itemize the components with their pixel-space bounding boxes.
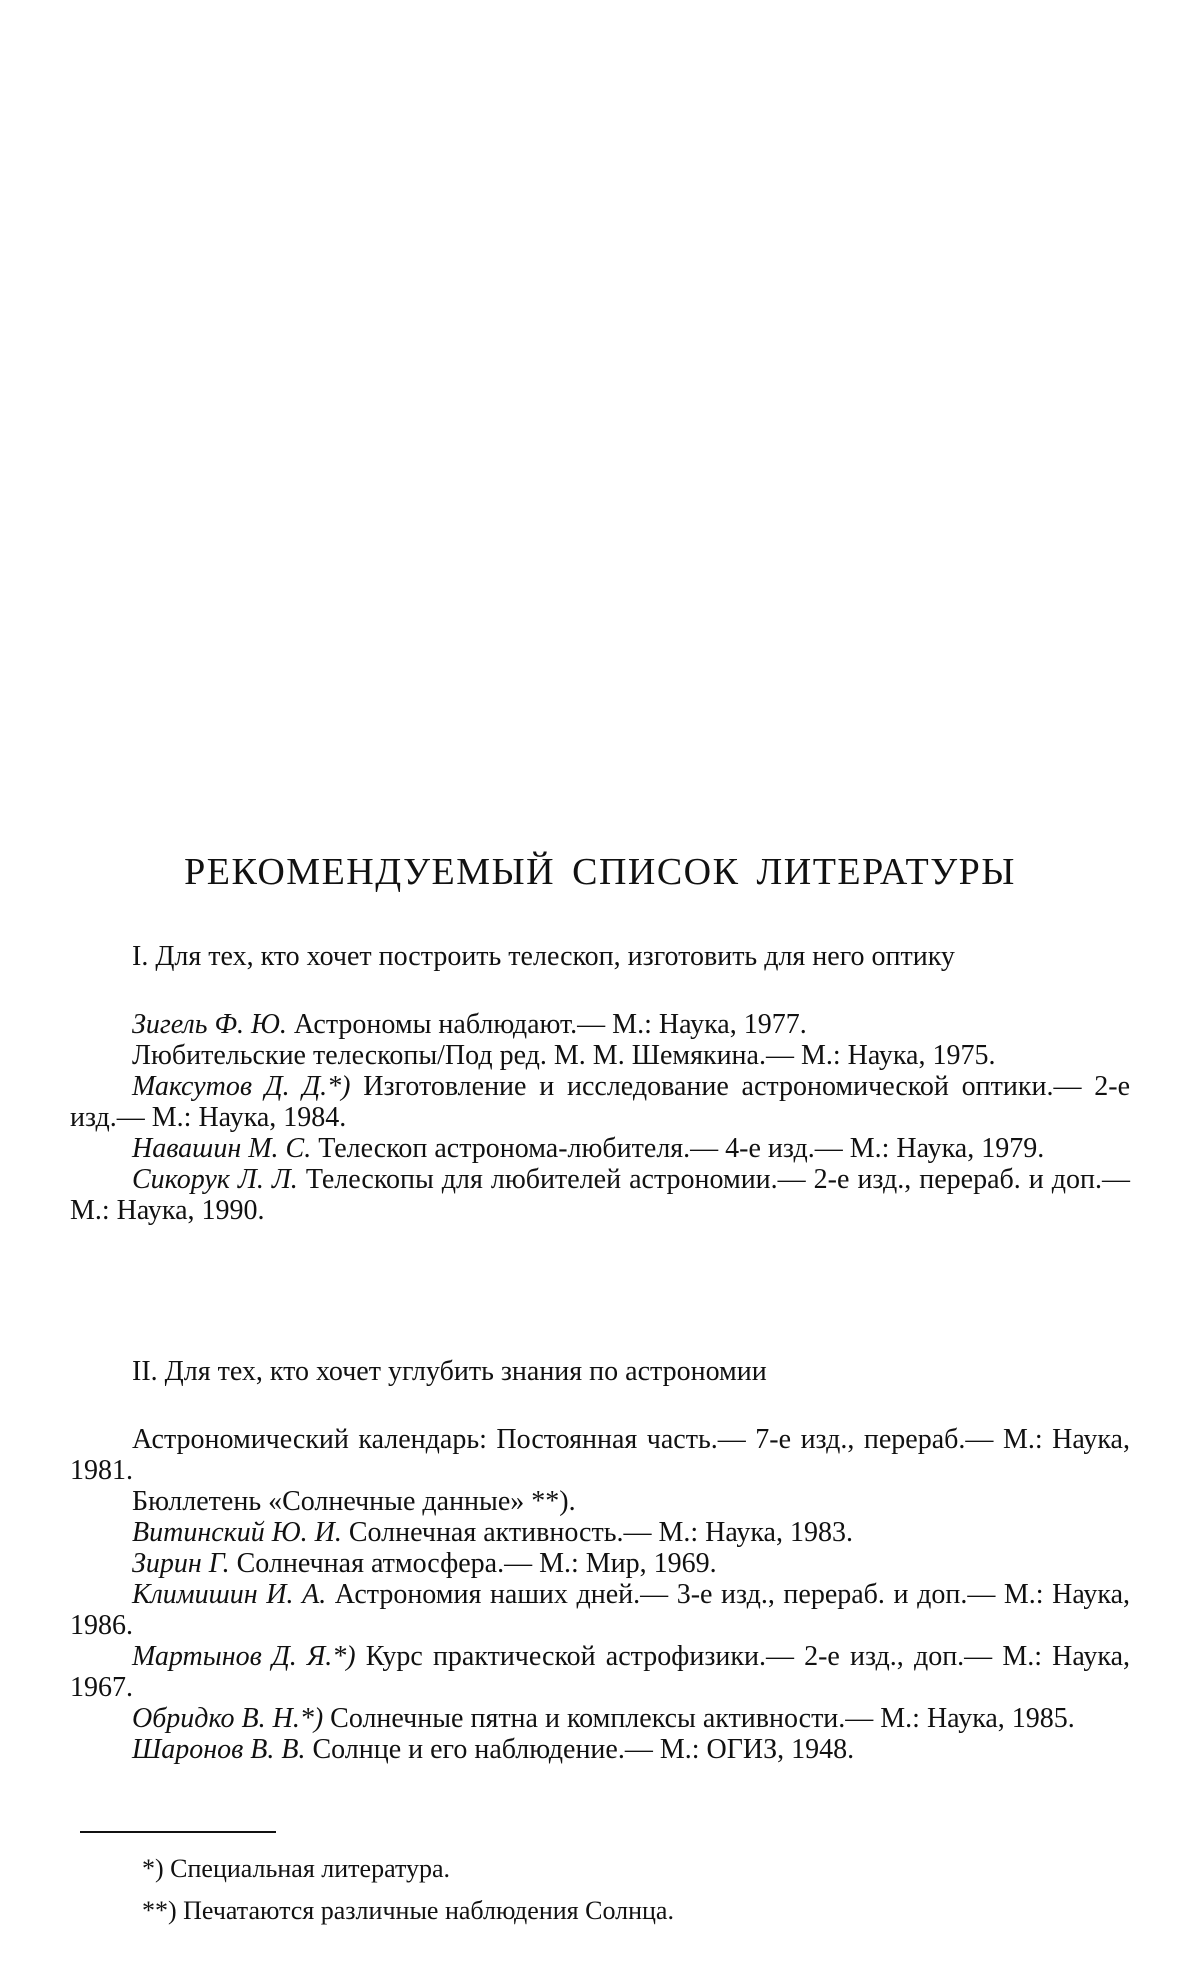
bibliography-entry [70, 1424, 1130, 1486]
section-heading: I. Для тех, кто хочет построить телескоп, изготовить для него оптику [132, 941, 955, 972]
bibliography-entry [70, 1579, 1130, 1641]
bibliography-entry [70, 1517, 1130, 1548]
bibliography-entry [70, 1486, 1130, 1517]
bibliography-entry [70, 1040, 1130, 1071]
bibliography-entry [70, 1548, 1130, 1579]
book-page [70, 0, 1130, 1979]
footnotes [70, 1848, 1130, 1932]
entry-text: Бюллетень «Солнечные данные» **). [132, 1486, 576, 1517]
section-heading: II. Для тех, кто хочет углубить знания по астрономии [132, 1356, 767, 1387]
section-astronomy-knowledge [70, 1355, 1130, 1765]
footnote-divider [80, 1831, 276, 1833]
entry-author: Максутов Д. Д.*) [132, 1071, 351, 1102]
bibliography-list [70, 1424, 1130, 1765]
entry-text: Солнечные пятна и комплексы активности.— М.: Наука, 1985. [323, 1703, 1075, 1734]
entry-author: Шаронов В. В. [132, 1734, 306, 1765]
bibliography-entry [70, 1133, 1130, 1164]
entry-author: Обридко В. Н.*) [132, 1703, 324, 1734]
section-telescope-building [70, 940, 1130, 1226]
entry-text: Солнце и его наблюдение.— М.: ОГИЗ, 1948. [305, 1734, 855, 1765]
entry-text: Солнечная атмосфера.— М.: Мир, 1969. [229, 1548, 717, 1579]
footnote: *) Специальная литература. [142, 1854, 451, 1883]
bibliography-entry [70, 1734, 1130, 1765]
entry-text: Солнечная активность.— М.: Наука, 1983. [341, 1517, 853, 1548]
bibliography-entry [70, 1703, 1130, 1734]
page-title: РЕКОМЕНДУЕМЫЙ СПИСОК ЛИТЕРАТУРЫ [184, 851, 1016, 893]
entry-author: Зирин Г. [132, 1548, 230, 1579]
bibliography-entry [70, 1009, 1130, 1040]
entry-text: Телескоп астронома-любителя.— 4-е изд.— М.: Наука, 1979. [311, 1133, 1045, 1164]
entry-text: Любительские телескопы/Под ред. М. М. Шемякина.— М.: Наука, 1975. [132, 1040, 996, 1071]
entry-text: Изготовление и исследование астрономической оптики.— 2-е изд.— М.: Наука, 1984. [70, 1071, 1130, 1133]
entry-author: Климишин И. А. [132, 1579, 327, 1610]
entry-author: Сикорук Л. Л. [132, 1164, 298, 1195]
entry-author: Мартынов Д. Я.*) [132, 1641, 356, 1672]
entry-text: Астрономы наблюдают.— М.: Наука, 1977. [286, 1009, 807, 1040]
bibliography-entry [70, 1641, 1130, 1703]
entry-text: Астрономический календарь: Постоянная часть.— 7-е изд., перераб.— М.: Наука, 1981. [70, 1424, 1130, 1486]
entry-author: Навашин М. С. [132, 1133, 312, 1164]
entry-text: Астрономия наших дней.— 3-е изд., перераб. и доп.— М.: Наука, 1986. [70, 1579, 1130, 1641]
footnote: **) Печатаются различные наблюдения Солнца. [142, 1896, 674, 1925]
bibliography-entry [70, 1071, 1130, 1133]
bibliography-list [70, 1009, 1130, 1226]
entry-text: Телескопы для любителей астрономии.— 2-е изд., перераб. и доп.— М.: Наука, 1990. [70, 1164, 1130, 1226]
entry-author: Зигель Ф. Ю. [132, 1009, 287, 1040]
entry-text: Курс практической астрофизики.— 2-е изд., доп.— М.: Наука, 1967. [70, 1641, 1131, 1703]
bibliography-entry [70, 1164, 1130, 1226]
entry-author: Витинский Ю. И. [132, 1517, 342, 1548]
